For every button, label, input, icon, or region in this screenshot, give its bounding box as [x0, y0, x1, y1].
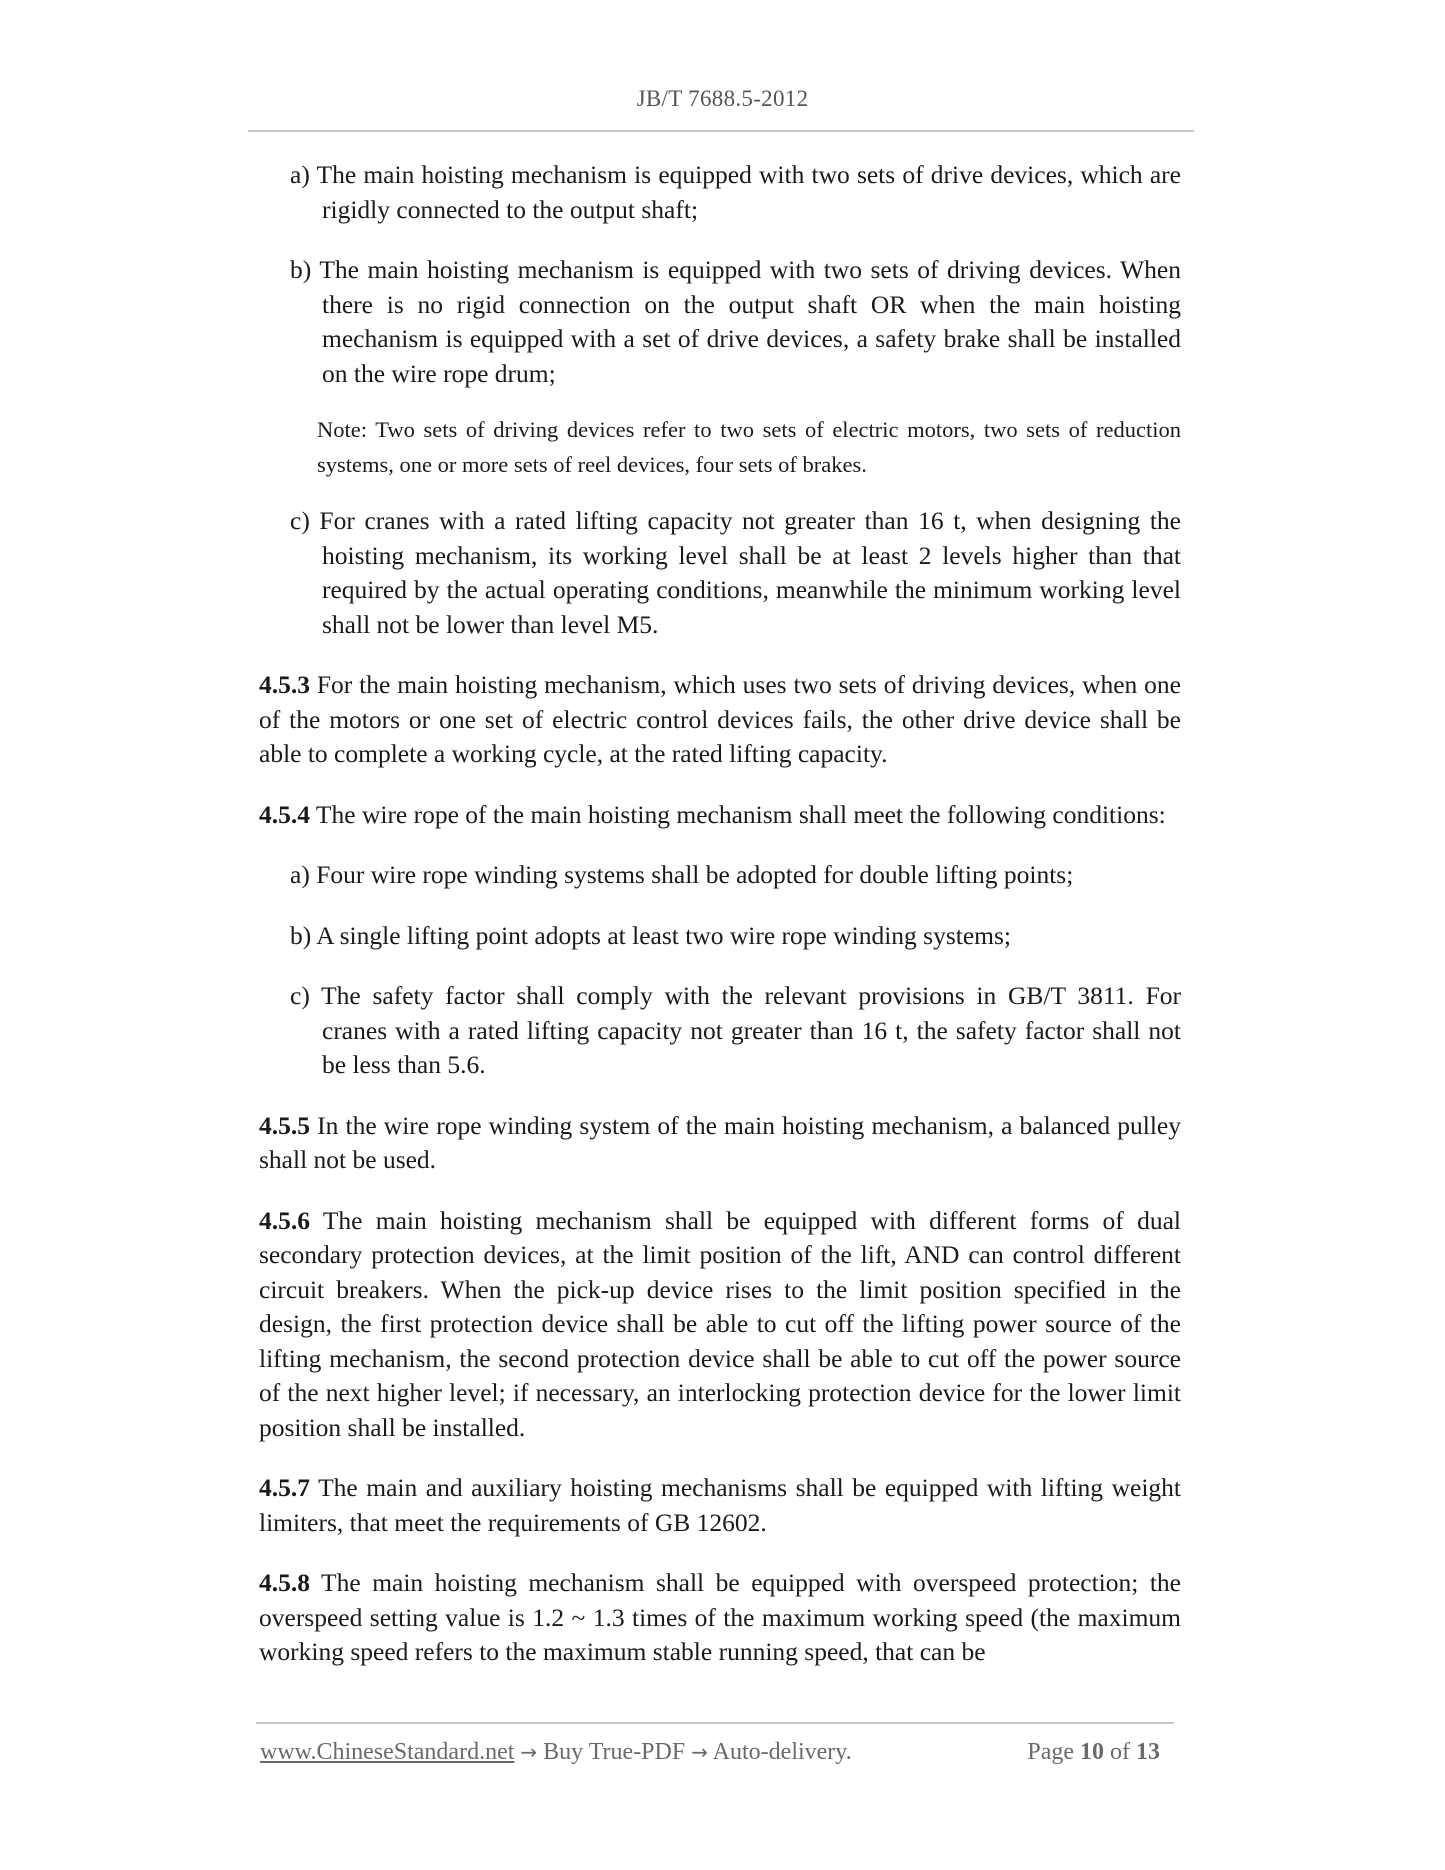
clause-4-5-3: [259, 668, 1181, 772]
clause-4-5-5: [259, 1109, 1181, 1178]
clause-text: The main hoisting mechanism shall be equipped with different forms of dual secondary protection devices, at the limit position of the lift, AND can control different circuit breakers. When the pick-up device rises to the limit position specified in the design, the first protection device shall be able to cut off the lifting power source of the lifting mechanism, the second protection device shall be able to cut off the power source of the next higher level; if necessary, an interlocking protection device for the lower limit position shall be installed.: [259, 1205, 1181, 1442]
clause-text: In the wire rope winding system of the main hoisting mechanism, a balanced pulley shall not be used.: [259, 1110, 1182, 1174]
page-footer: [260, 1739, 1170, 1766]
clause-4-5-7: [259, 1471, 1181, 1540]
clause-text: The wire rope of the main hoisting mechanism shall meet the following conditions:: [315, 799, 1166, 829]
clause-number: 4.5.4: [259, 799, 310, 829]
item-text: The main hoisting mechanism is equipped with two sets of drive devices, which are rigidly connected to the output shaft;: [316, 160, 1181, 224]
clause-number: 4.5.8: [259, 1568, 310, 1597]
buy-text: Buy True-PDF: [543, 1739, 686, 1765]
item-text: The safety factor shall comply with the relevant provisions in GB/T 3811. For cranes with a rated lifting capacity not greater than 16 t, the safety factor shall not be less than 5.6.: [321, 981, 1181, 1079]
of-word: of: [1110, 1739, 1130, 1765]
site-link[interactable]: www.ChineseStandard.net: [260, 1739, 515, 1765]
footer-links: [260, 1739, 852, 1766]
page-current: 10: [1080, 1739, 1104, 1765]
clause-number: 4.5.6: [259, 1205, 310, 1235]
page-header-title: JB/T 7688.5-2012: [636, 86, 809, 111]
clause-text: For the main hoisting mechanism, which uses two sets of driving devices, when one of the motors or one set of electric control devices fails, the other drive device shall be able to complete a working cycle, at the rated lifting capacity.: [259, 670, 1181, 768]
clause-text: The main and auxiliary hoisting mechanisms shall be equipped with lifting weight limiters, that meet the requirements of GB 12602.: [259, 1473, 1181, 1537]
item-marker: a): [290, 160, 310, 189]
item-text: Four wire rope winding systems shall be adopted for double lifting points;: [316, 860, 1074, 889]
page-indicator: [1027, 1739, 1170, 1766]
list-item: [290, 504, 1181, 642]
page-total: 13: [1136, 1739, 1160, 1765]
item-marker: a): [290, 860, 310, 889]
clause-number: 4.5.7: [259, 1473, 310, 1502]
item-marker: c): [290, 506, 310, 535]
arrow-right-icon: →: [691, 1740, 708, 1764]
clause-4-5-6: [259, 1204, 1181, 1446]
item-text: For cranes with a rated lifting capacity not greater than 16 t, when designing the hoisting mechanism, its working level shall be at least 2 levels higher than that required by the actual operating conditions, meanwhile the minimum working level shall not be lower than level M5.: [319, 506, 1182, 639]
item-marker: c): [290, 981, 310, 1010]
footer-divider: [256, 1722, 1174, 1724]
clause-text: The main hoisting mechanism shall be equipped with overspeed protection; the overspeed setting value is 1.2 ~ 1.3 times of the maximum working speed (the maximum working speed refers to the maximum stable running speed, that can be: [259, 1568, 1181, 1666]
delivery-text: Auto-delivery.: [712, 1739, 852, 1765]
list-item: [290, 979, 1181, 1083]
note-text: Note: Two sets of driving devices refer to two sets of electric motors, two sets of reduction systems, one or more sets of reel devices, four sets of brakes.: [317, 417, 1181, 477]
clause-4-5-8: [259, 1566, 1181, 1670]
page-word: Page: [1027, 1739, 1074, 1765]
arrow-right-icon: →: [520, 1740, 538, 1764]
clause-number: 4.5.3: [259, 670, 310, 699]
document-body: [259, 158, 1181, 1696]
clause-number: 4.5.5: [259, 1110, 310, 1140]
item-marker: b): [290, 255, 312, 284]
clause-4-5-4: [259, 798, 1181, 833]
list-item: [290, 158, 1181, 227]
header-divider: [248, 130, 1194, 132]
item-text: The main hoisting mechanism is equipped with two sets of driving devices. When there is no rigid connection on the output shaft OR when the main hoisting mechanism is equipped with a set of drive devices, a safety brake shall be installed on the wire rope drum;: [319, 255, 1181, 388]
list-item: [290, 253, 1181, 391]
item-marker: b): [290, 920, 312, 950]
list-item: [290, 858, 1181, 893]
list-item: [290, 919, 1181, 954]
item-text: A single lifting point adopts at least two wire rope winding systems;: [316, 920, 1012, 950]
